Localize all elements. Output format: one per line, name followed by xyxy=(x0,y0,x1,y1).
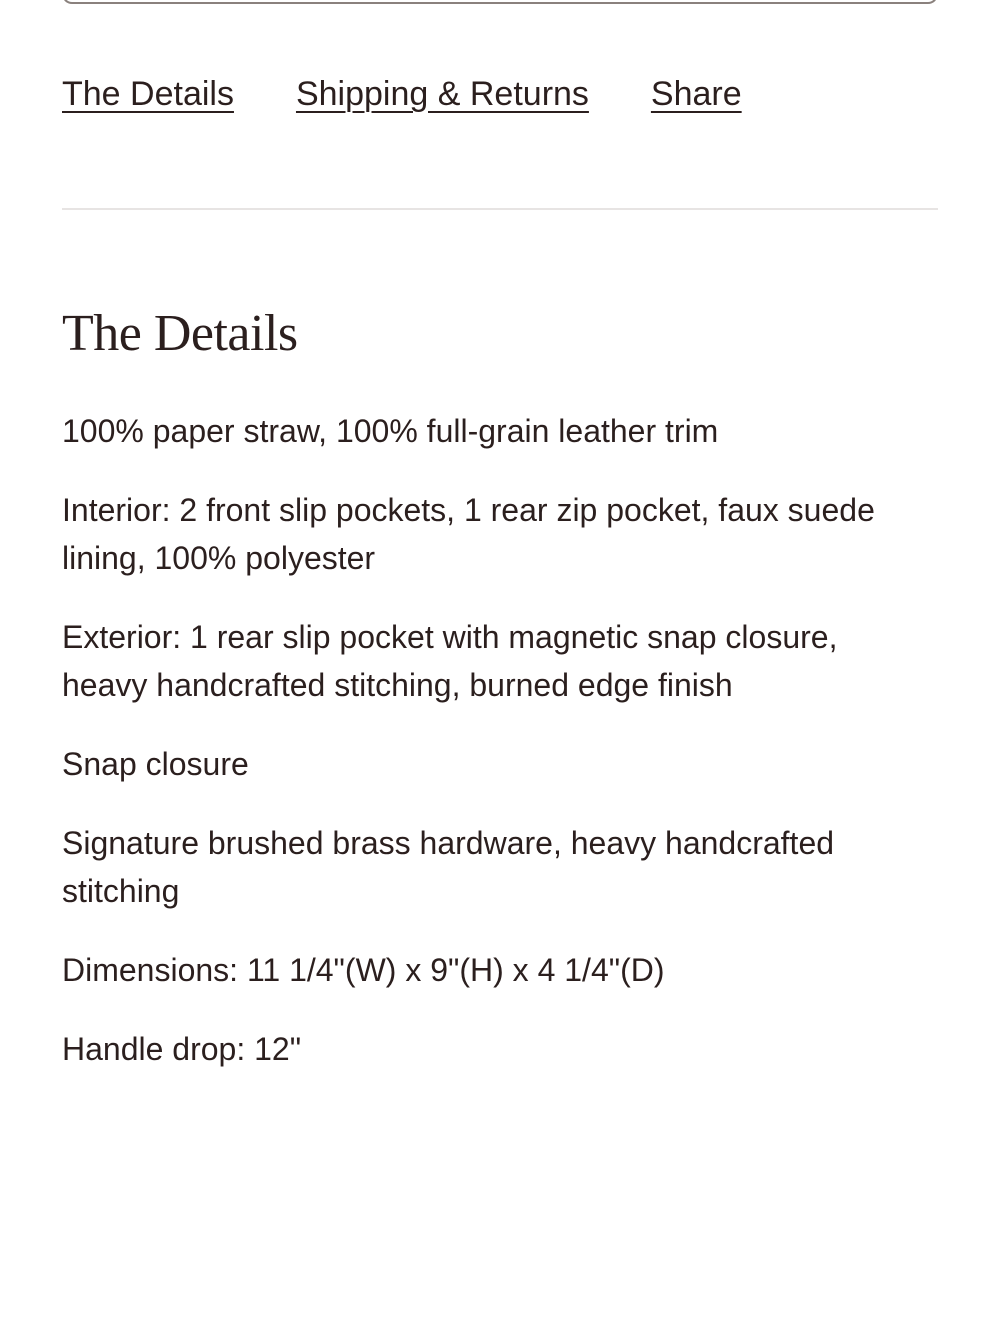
detail-item-interior: Interior: 2 front slip pockets, 1 rear zip pocket, faux suede lining, 100% polyester xyxy=(62,492,875,576)
details-heading: The Details xyxy=(62,305,298,362)
details-list xyxy=(62,407,922,1104)
detail-item-closure: Snap closure xyxy=(62,746,249,782)
detail-item-handle-drop: Handle drop: 12" xyxy=(62,1031,302,1067)
tab-share[interactable]: Share xyxy=(650,75,742,113)
detail-item-material: 100% paper straw, 100% full-grain leather trim xyxy=(62,413,719,449)
detail-item-exterior: Exterior: 1 rear slip pocket with magnetic snap closure, heavy handcrafted stitching, burned edge finish xyxy=(62,619,838,703)
detail-item-dimensions: Dimensions: 11 1/4"(W) x 9"(H) x 4 1/4"(D) xyxy=(62,952,665,988)
tab-shipping-returns[interactable]: Shipping & Returns xyxy=(295,75,589,113)
previous-section-edge xyxy=(62,0,938,4)
detail-item-hardware: Signature brushed brass hardware, heavy handcrafted stitching xyxy=(62,825,835,909)
tab-the-details[interactable]: The Details xyxy=(62,75,234,113)
section-divider xyxy=(62,208,938,210)
product-info-tabs xyxy=(62,72,742,116)
